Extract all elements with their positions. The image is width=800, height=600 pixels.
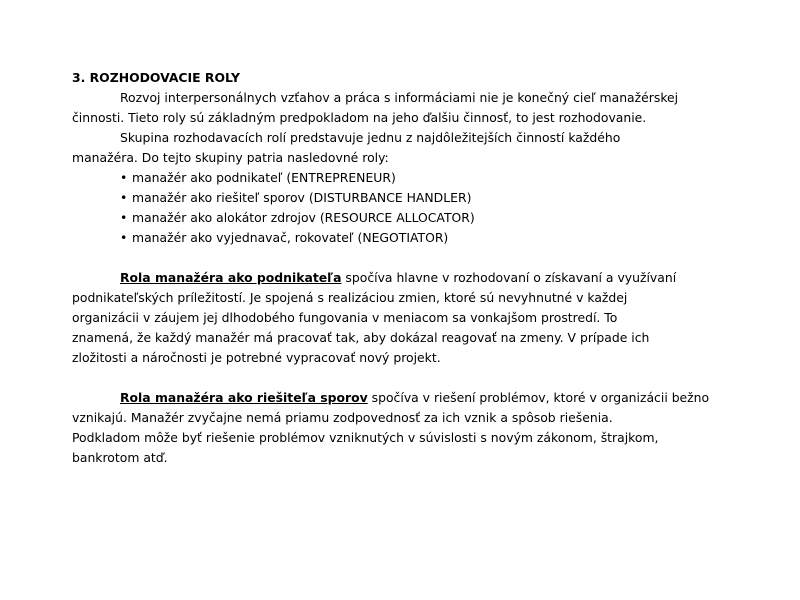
paragraph-line: Skupina rozhodavacích rolí predstavuje jednu z najdôležitejších činností každého: [120, 130, 621, 145]
paragraph-line: vznikajú. Manažér zvyčajne nemá priamu zodpovednosť za ich vznik a spôsob riešenia.: [72, 410, 613, 425]
paragraph-line: [72, 388, 732, 408]
paragraph-spacer: [72, 248, 732, 268]
paragraph-line: bankrotom atď.: [72, 450, 168, 465]
paragraph-line: organizácii v záujem jej dlhodobého fungovania v meniacom sa vonkajšom prostredí. To: [72, 310, 618, 325]
bullet-icon: •: [120, 210, 128, 225]
paragraph-line: Podkladom môže byť riešenie problémov vzniknutých v súvislosti s novým zákonom, štrajkom,: [72, 430, 659, 445]
paragraph-text: spočíva hlavne v rozhodovaní o získavaní a využívaní: [341, 270, 677, 285]
section-heading: 3. ROZHODOVACIE ROLY: [72, 70, 240, 85]
bullet-item: [72, 168, 732, 188]
bullet-text: manažér ako podnikateľ (ENTREPRENEUR): [132, 170, 396, 185]
document-body: [72, 68, 732, 468]
paragraph-line: manažéra. Do tejto skupiny patria nasledovné roly:: [72, 150, 389, 165]
paragraph-line: Rozvoj interpersonálnych vzťahov a práca s informáciami nie je konečný cieľ manažérskej: [120, 90, 679, 105]
paragraph-spacer: [72, 368, 732, 388]
bullet-item: [72, 188, 732, 208]
paragraph-text: spočíva v riešení problémov, ktoré v organizácii bežno: [367, 390, 710, 405]
bullet-text: manažér ako alokátor zdrojov (RESOURCE ALLOCATOR): [132, 210, 475, 225]
paragraph-line: znamená, že každý manažér má pracovať tak, aby dokázal reagovať na zmeny. V prípade ich: [72, 330, 650, 345]
paragraph-line: podnikateľských príležitostí. Je spojená s realizáciou zmien, ktoré sú nevyhnutné v každej: [72, 290, 628, 305]
paragraph-lead-term: Rola manažéra ako riešiteľa sporov: [120, 390, 368, 405]
bullet-item: [72, 228, 732, 248]
paragraph-line: zložitosti a náročnosti je potrebné vypracovať nový projekt.: [72, 350, 441, 365]
paragraph-line: činnosti. Tieto roly sú základným predpokladom na jeho ďalšiu činnosť, to jest rozhodovanie.: [72, 110, 647, 125]
bullet-text: manažér ako riešiteľ sporov (DISTURBANCE HANDLER): [132, 190, 472, 205]
paragraph-line: [72, 268, 732, 288]
bullet-icon: •: [120, 230, 128, 245]
paragraph-lead-term: Rola manažéra ako podnikateľa: [120, 270, 342, 285]
bullet-text: manažér ako vyjednavač, rokovateľ (NEGOTIATOR): [132, 230, 449, 245]
bullet-icon: •: [120, 190, 128, 205]
bullet-item: [72, 208, 732, 228]
bullet-icon: •: [120, 170, 128, 185]
